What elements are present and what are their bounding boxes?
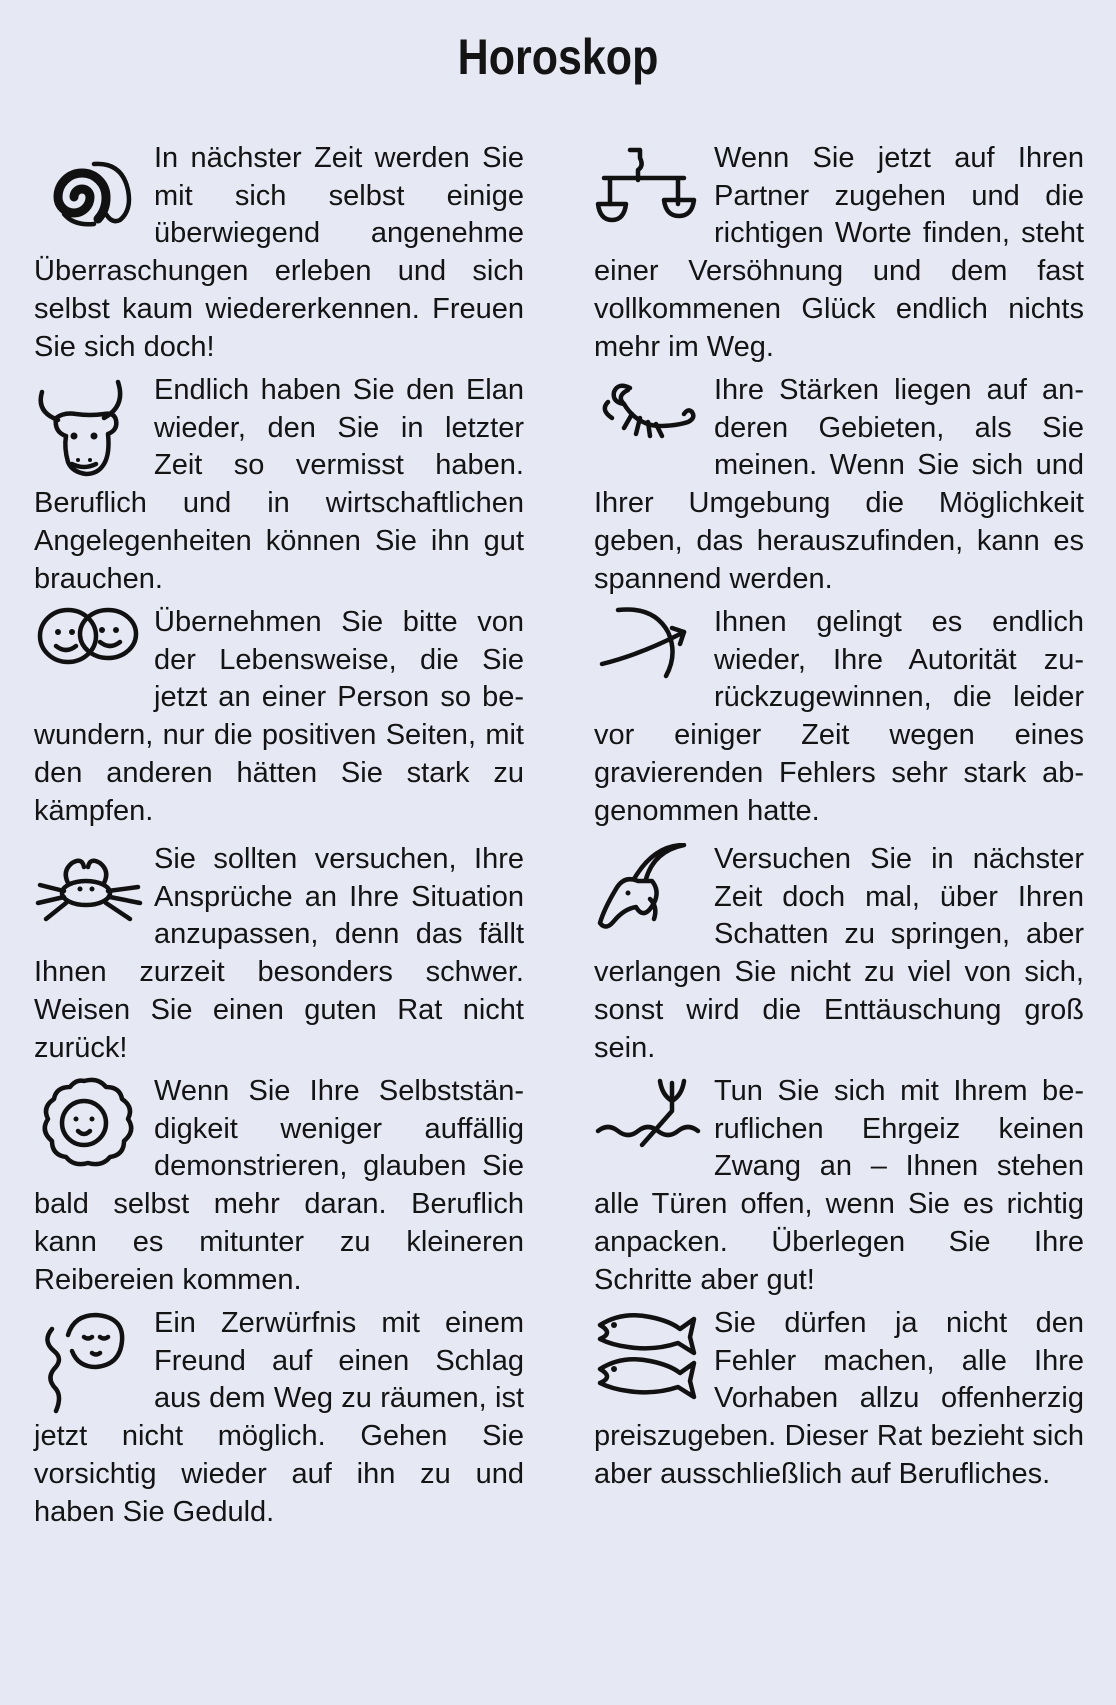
horoscope-entry-gemini <box>34 604 524 844</box>
horoscope-text: Ein Zerwürfnis mit einem Freund auf einen Schlag aus dem Weg zu räumen, ist jetzt nicht möglich. Gehen Sie vorsichtig wieder auf ihn zu und haben Sie Geduld. <box>34 1307 524 1528</box>
libra-icon <box>594 142 704 252</box>
page-title: Horoskop <box>457 29 659 85</box>
horoscope-text: Versuchen Sie in nächster Zeit doch mal, über Ihren Schatten zu springen, aber verlangen Sie nicht zu viel von sich, sonst wird die Enttäuschung groß sein. <box>594 843 1084 1064</box>
horoscope-text: Übernehmen Sie bitte von der Lebensweise, die Sie jetzt an einer Person so bewundern, nur die positiven Seiten, mit den anderen hätten Sie stark zu kämpfen. <box>34 606 524 827</box>
leo-icon <box>34 1075 144 1185</box>
horoscope-text: Sie sollten versuchen, Ihre Ansprüche an Ihre Situation anzupassen, denn das fällt Ihnen zurzeit besonders schwer. Weisen Sie einen guten Rat nicht zurück! <box>34 843 524 1064</box>
horoscope-entry-pisces <box>594 1305 1084 1545</box>
horoscope-entry-scorpio <box>594 372 1084 612</box>
aries-icon <box>34 142 144 252</box>
scorpio-icon <box>594 374 704 484</box>
horoscope-entry-sagittarius <box>594 604 1084 844</box>
pisces-icon <box>594 1307 704 1417</box>
capricorn-icon <box>594 843 704 953</box>
horoscope-entry-leo <box>34 1073 524 1313</box>
horoscope-entry-libra <box>594 140 1084 380</box>
horoscope-entry-taurus <box>34 372 524 612</box>
horoscope-text: Sie dürfen ja nicht den Fehler machen, alle Ihre Vorhaben allzu offenherzig preiszugeben. Dieser Rat bezieht sich aber ausschließlich auf Berufliches. <box>594 1307 1084 1490</box>
horoscope-entry-capricorn <box>594 841 1084 1081</box>
horoscope-entry-virgo <box>34 1305 524 1545</box>
horoscope-entry-aquarius <box>594 1073 1084 1313</box>
horoscope-entry-cancer <box>34 841 524 1081</box>
horoscope-text: In nächster Zeit werden Sie mit sich selbst einige überwiegend angenehme Überraschungen erleben und sich selbst kaum wiedererkennen. Freuen Sie sich doch! <box>34 142 524 363</box>
taurus-icon <box>34 374 144 484</box>
aquarius-icon <box>594 1075 704 1185</box>
sagittarius-icon <box>594 606 704 716</box>
cancer-icon <box>34 843 144 953</box>
horoscope-text: Tun Sie sich mit Ihrem beruflichen Ehrgeiz keinen Zwang an – Ihnen stehen alle Türen offen, wenn Sie es richtig anpacken. Überlegen Sie Ihre Schritte aber gut! <box>594 1075 1084 1296</box>
gemini-icon <box>34 606 144 716</box>
horoscope-text: Ihre Stärken liegen auf anderen Gebieten, als Sie meinen. Wenn Sie sich und Ihrer Umgebung die Möglichkeit geben, das herauszufinden, kann es spannend werden. <box>594 374 1084 595</box>
virgo-icon <box>34 1307 144 1417</box>
horoscope-entry-aries <box>34 140 524 380</box>
horoscope-text: Endlich haben Sie den Elan wieder, den Sie in letzter Zeit so vermisst haben. Beruflich und in wirtschaftlichen Angelegenheiten können Sie ihn gut brauchen. <box>34 374 524 595</box>
horoscope-text: Wenn Sie jetzt auf Ihren Partner zugehen und die richtigen Worte finden, steht einer Versöhnung und dem fast vollkommenen Glück endlich nichts mehr im Weg. <box>594 142 1084 363</box>
horoscope-text: Ihnen gelingt es endlich wieder, Ihre Autorität zurückzugewinnen, die leider vor einiger Zeit wegen eines gravierenden Fehlers sehr stark abgenommen hatte. <box>594 606 1084 827</box>
horoscope-text: Wenn Sie Ihre Selbstständigkeit weniger auffällig demonstrieren, glauben Sie bald selbst mehr daran. Beruflich kann es mitunter zu kleineren Reibereien kommen. <box>34 1075 524 1296</box>
